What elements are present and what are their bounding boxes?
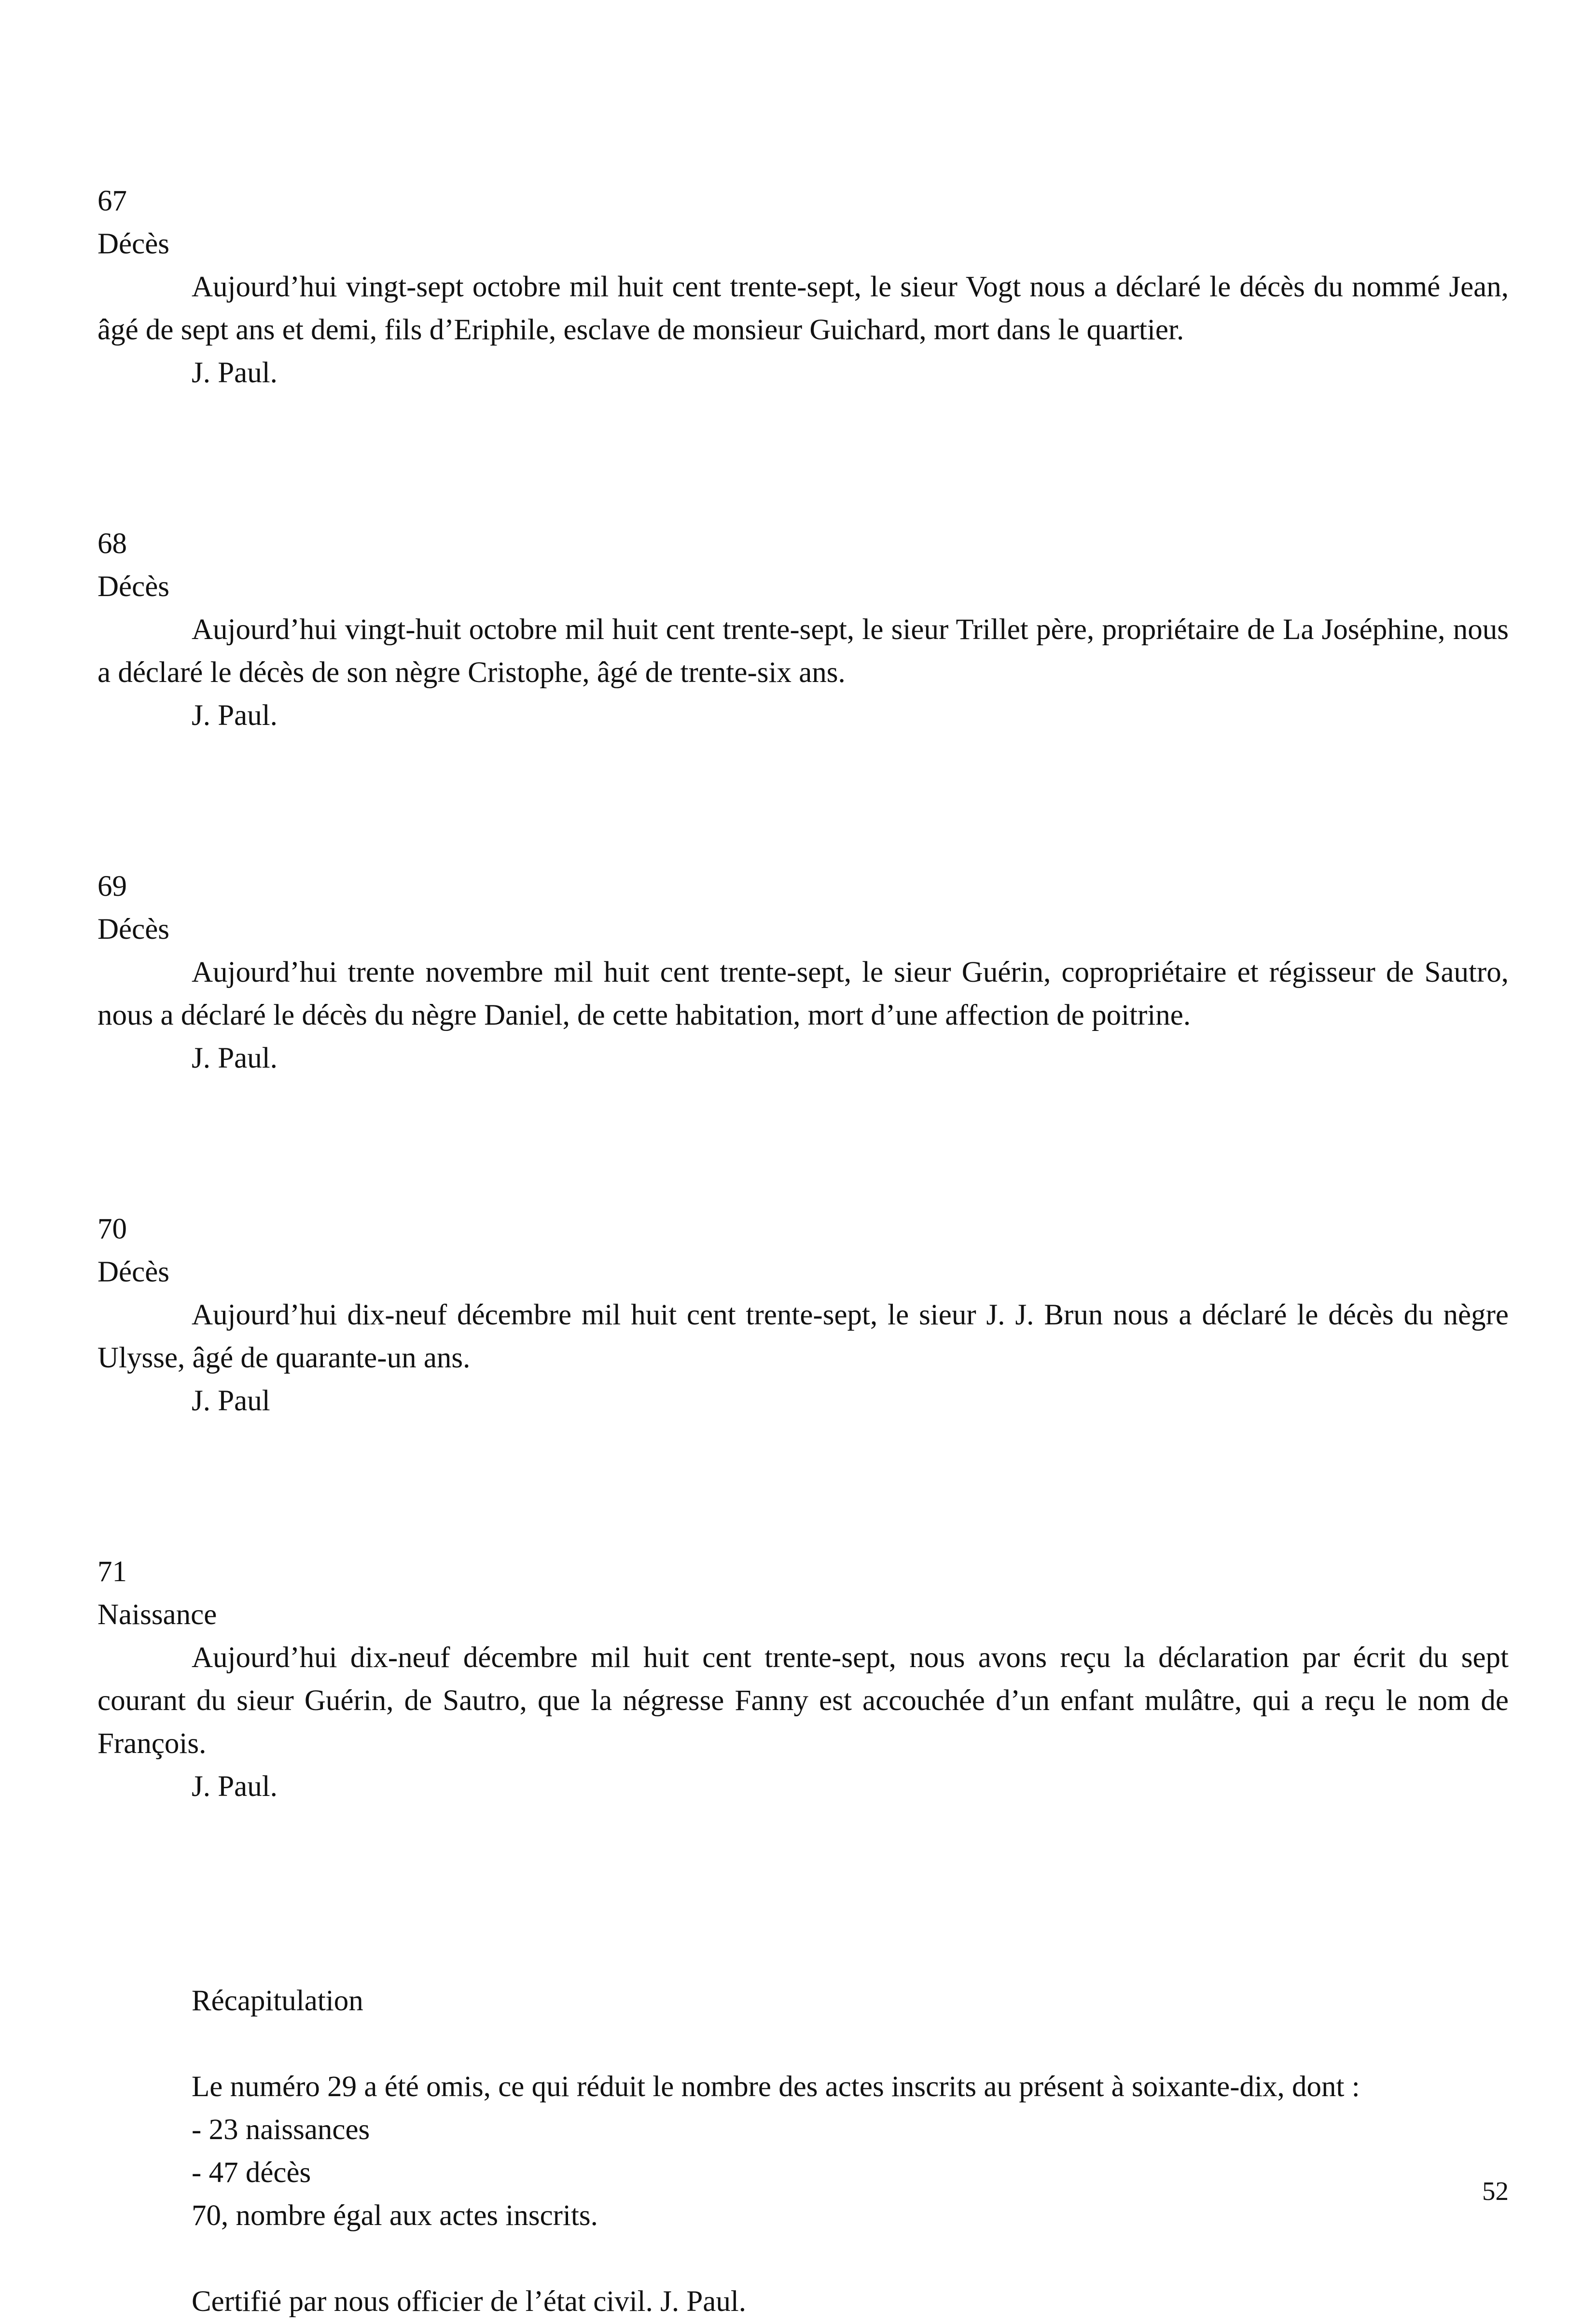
entry-text: Aujourd’hui vingt-sept octobre mil huit cent trente-sept, le sieur Vogt nous a déclaré le décès du nommé Jean, âgé de sept ans et demi, fils d’Eriphile, esclave de monsieur Guichard, mort dans le quartier. (97, 271, 1509, 346)
recap-intro: Le numéro 29 a été omis, ce qui réduit le nombre des actes inscrits au présent à soixante-dix, dont : (192, 2071, 1360, 2103)
recap-title: Récapitulation (192, 1985, 363, 2017)
document-content (97, 180, 1509, 2323)
entry-type: Décès (97, 228, 170, 260)
recap-certification: Certifié par nous officier de l’état civil. J. Paul. (192, 2285, 747, 2318)
entry-number: 68 (97, 528, 127, 560)
recapitulation-section (97, 1979, 1509, 2323)
entry-type: Décès (97, 570, 170, 603)
entry-signature: J. Paul. (192, 1042, 278, 1074)
entry-type: Décès (97, 913, 170, 946)
entry-type: Décès (97, 1256, 170, 1288)
register-entry-69 (97, 865, 1509, 1080)
entry-number: 71 (97, 1556, 127, 1588)
entry-signature: J. Paul. (192, 699, 278, 732)
entry-number: 69 (97, 870, 127, 903)
entry-text: Aujourd’hui dix-neuf décembre mil huit cent trente-sept, le sieur J. J. Brun nous a déclaré le décès du nègre Ulysse, âgé de quarante-un ans. (97, 1299, 1509, 1374)
register-entry-71 (97, 1550, 1509, 1808)
recap-deaths: - 47 décès (192, 2156, 311, 2189)
entry-number: 67 (97, 185, 127, 217)
register-entry-68 (97, 522, 1509, 737)
register-entry-67 (97, 180, 1509, 394)
entry-text: Aujourd’hui dix-neuf décembre mil huit cent trente-sept, nous avons reçu la déclaration par écrit du sept courant du sieur Guérin, de Sautro, que la négresse Fanny est accouchée d’un enfant mulâtre, qui a reçu le nom de François. (97, 1641, 1509, 1760)
recap-total: 70, nombre égal aux actes inscrits. (192, 2199, 598, 2232)
entry-type: Naissance (97, 1599, 217, 1631)
entry-signature: J. Paul. (192, 357, 278, 389)
entry-signature: J. Paul (192, 1385, 270, 1417)
page-number: 52 (1482, 2176, 1509, 2206)
register-entry-70 (97, 1208, 1509, 1422)
entry-text: Aujourd’hui vingt-huit octobre mil huit cent trente-sept, le sieur Trillet père, propriétaire de La Joséphine, nous a déclaré le décès de son nègre Cristophe, âgé de trente-six ans. (97, 613, 1509, 689)
entry-text: Aujourd’hui trente novembre mil huit cent trente-sept, le sieur Guérin, copropriétaire et régisseur de Sautro, nous a déclaré le décès du nègre Daniel, de cette habitation, mort d’une affection de poitrine. (97, 956, 1509, 1031)
entry-signature: J. Paul. (192, 1770, 278, 1803)
recap-births: - 23 naissances (192, 2114, 370, 2146)
entry-number: 70 (97, 1213, 127, 1245)
